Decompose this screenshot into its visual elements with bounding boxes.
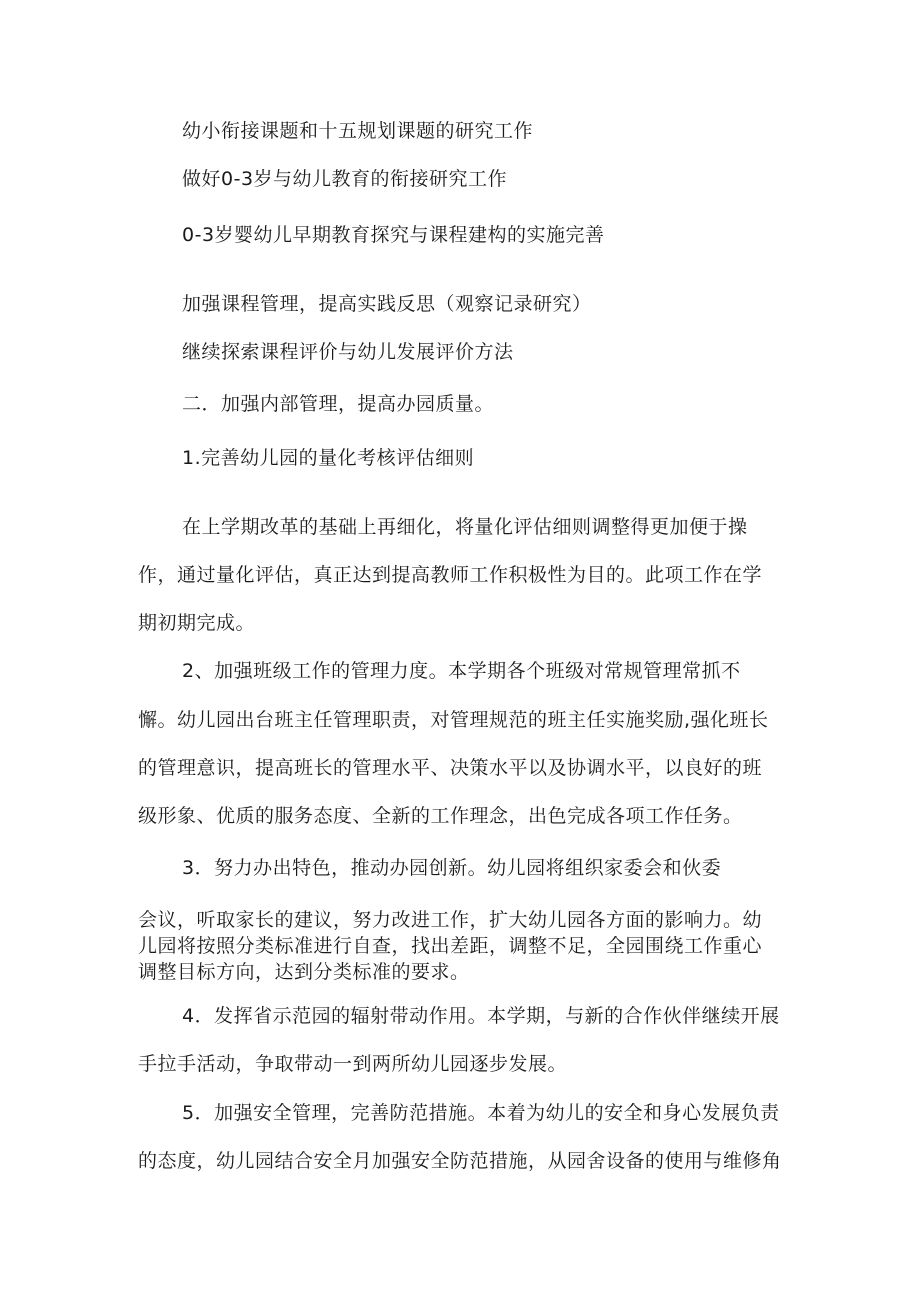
paragraph-line: 期初期完成。 (138, 612, 256, 634)
text-line: 做好0-3岁与幼儿教育的衔接研究工作 (182, 168, 508, 190)
paragraph-line: 调整目标方向，达到分类标准的要求。 (138, 961, 470, 983)
paragraph-line: 会议，听取家长的建议，努力改进工作，扩大幼儿园各方面的影响力。幼 (138, 909, 763, 931)
text-line: 幼小衔接课题和十五规划课题的研究工作 (182, 120, 534, 142)
paragraph-line: 手拉手活动，争取带动一到两所幼儿园逐步发展。 (138, 1053, 568, 1075)
paragraph-line: 的管理意识，提高班长的管理水平、决策水平以及协调水平，以良好的班 (138, 757, 763, 779)
paragraph-line: 2、加强班级工作的管理力度。本学期各个班级对常规管理常抓不 (182, 660, 741, 682)
section-heading: 二．加强内部管理，提高办园质量。 (182, 393, 495, 415)
paragraph-line: 在上学期改革的基础上再细化，将量化评估细则调整得更加便于操 (182, 516, 748, 538)
subsection-heading: 1.完善幼儿园的量化考核评估细则 (182, 447, 475, 469)
paragraph-line: 儿园将按照分类标准进行自查，找出差距，调整不足，全园围绕工作重心 (138, 935, 763, 957)
paragraph-line: 懈。幼儿园出台班主任管理职责，对管理规范的班主任实施奖励,强化班长 (138, 709, 769, 731)
text-line: 继续探索课程评价与幼儿发展评价方法 (182, 341, 514, 363)
text-line: 0-3岁婴幼儿早期教育探究与课程建构的实施完善 (182, 224, 605, 246)
paragraph-line: 5．加强安全管理，完善防范措施。本着为幼儿的安全和身心发展负责 (182, 1102, 780, 1124)
paragraph-line: 3．努力办出特色，推动办园创新。幼儿园将组织家委会和伙委 (182, 857, 722, 879)
text-line: 加强课程管理，提高实践反思（观察记录研究） (182, 293, 592, 315)
paragraph-line: 的态度，幼儿园结合安全月加强安全防范措施，从园舍设备的使用与维修角 (138, 1150, 782, 1172)
paragraph-line: 作，通过量化评估，真正达到提高教师工作积极性为目的。此项工作在学 (138, 564, 763, 586)
paragraph-line: 级形象、优质的服务态度、全新的工作理念，出色完成各项工作任务。 (138, 805, 743, 827)
paragraph-line: 4．发挥省示范园的辐射带动作用。本学期，与新的合作伙伴继续开展 (182, 1005, 780, 1027)
